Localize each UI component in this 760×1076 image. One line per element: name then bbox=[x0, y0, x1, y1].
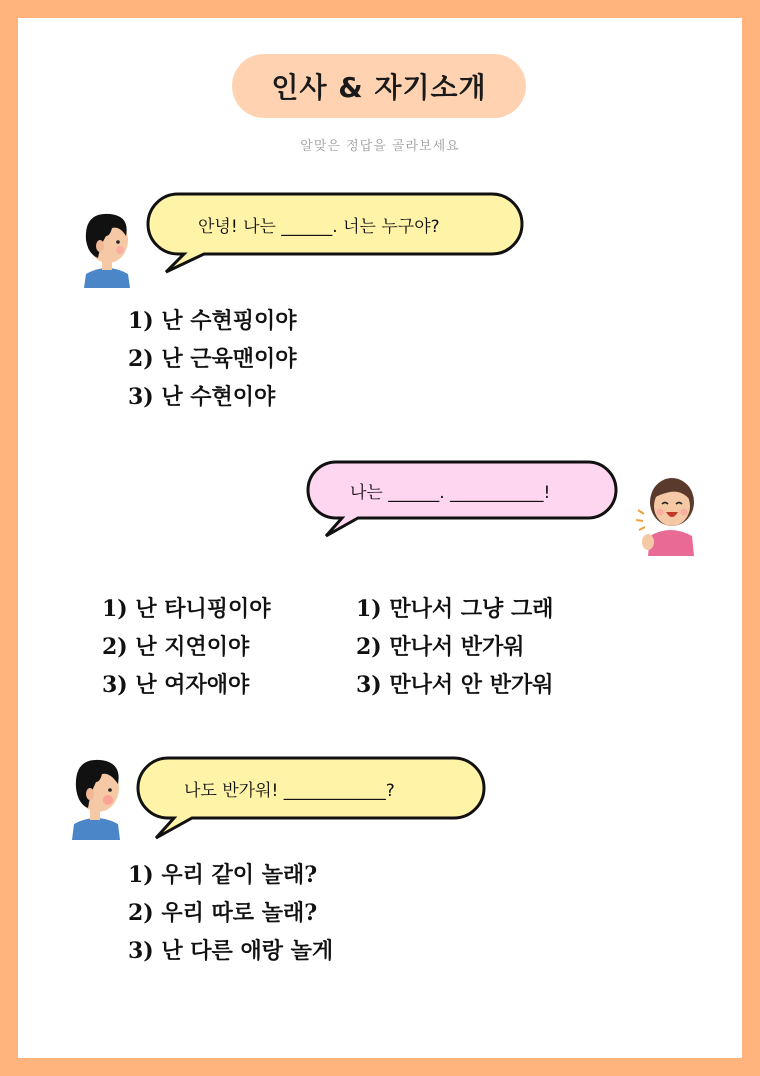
option-q1-2[interactable]: 2) 난 근육맨이야 bbox=[128, 346, 297, 372]
prompt-q3: 나도 반가워! ____________? bbox=[184, 781, 395, 801]
boy-avatar-2 bbox=[66, 754, 128, 840]
girl-avatar bbox=[636, 464, 704, 556]
option-q3-2[interactable]: 2) 우리 따로 놀래? bbox=[128, 900, 318, 926]
page-title: 인사 & 자기소개 bbox=[232, 54, 526, 118]
option-q3-3[interactable]: 3) 난 다른 애랑 놀게 bbox=[128, 938, 334, 964]
option-q1-1[interactable]: 1) 난 수현핑이야 bbox=[128, 308, 297, 334]
option-q2-name-2[interactable]: 2) 난 지연이야 bbox=[102, 634, 250, 660]
prompt-q2: 나는 ______. ___________! bbox=[350, 483, 551, 503]
page-subtitle: 알맞은 정답을 골라보세요 bbox=[300, 139, 460, 154]
option-q2-greet-3[interactable]: 3) 만나서 안 반가워 bbox=[356, 672, 554, 698]
prompt-q1: 안녕! 나는 ______. 너는 누구야? bbox=[198, 217, 440, 237]
option-q2-name-1[interactable]: 1) 난 타니핑이야 bbox=[102, 596, 271, 622]
option-q1-3[interactable]: 3) 난 수현이야 bbox=[128, 384, 276, 410]
option-q3-1[interactable]: 1) 우리 같이 놀래? bbox=[128, 862, 318, 888]
option-q2-name-3[interactable]: 3) 난 여자애야 bbox=[102, 672, 250, 698]
boy-avatar bbox=[76, 206, 138, 288]
option-q2-greet-2[interactable]: 2) 만나서 반가워 bbox=[356, 634, 525, 660]
option-q2-greet-1[interactable]: 1) 만나서 그냥 그래 bbox=[356, 596, 554, 622]
worksheet-page bbox=[18, 18, 742, 1058]
